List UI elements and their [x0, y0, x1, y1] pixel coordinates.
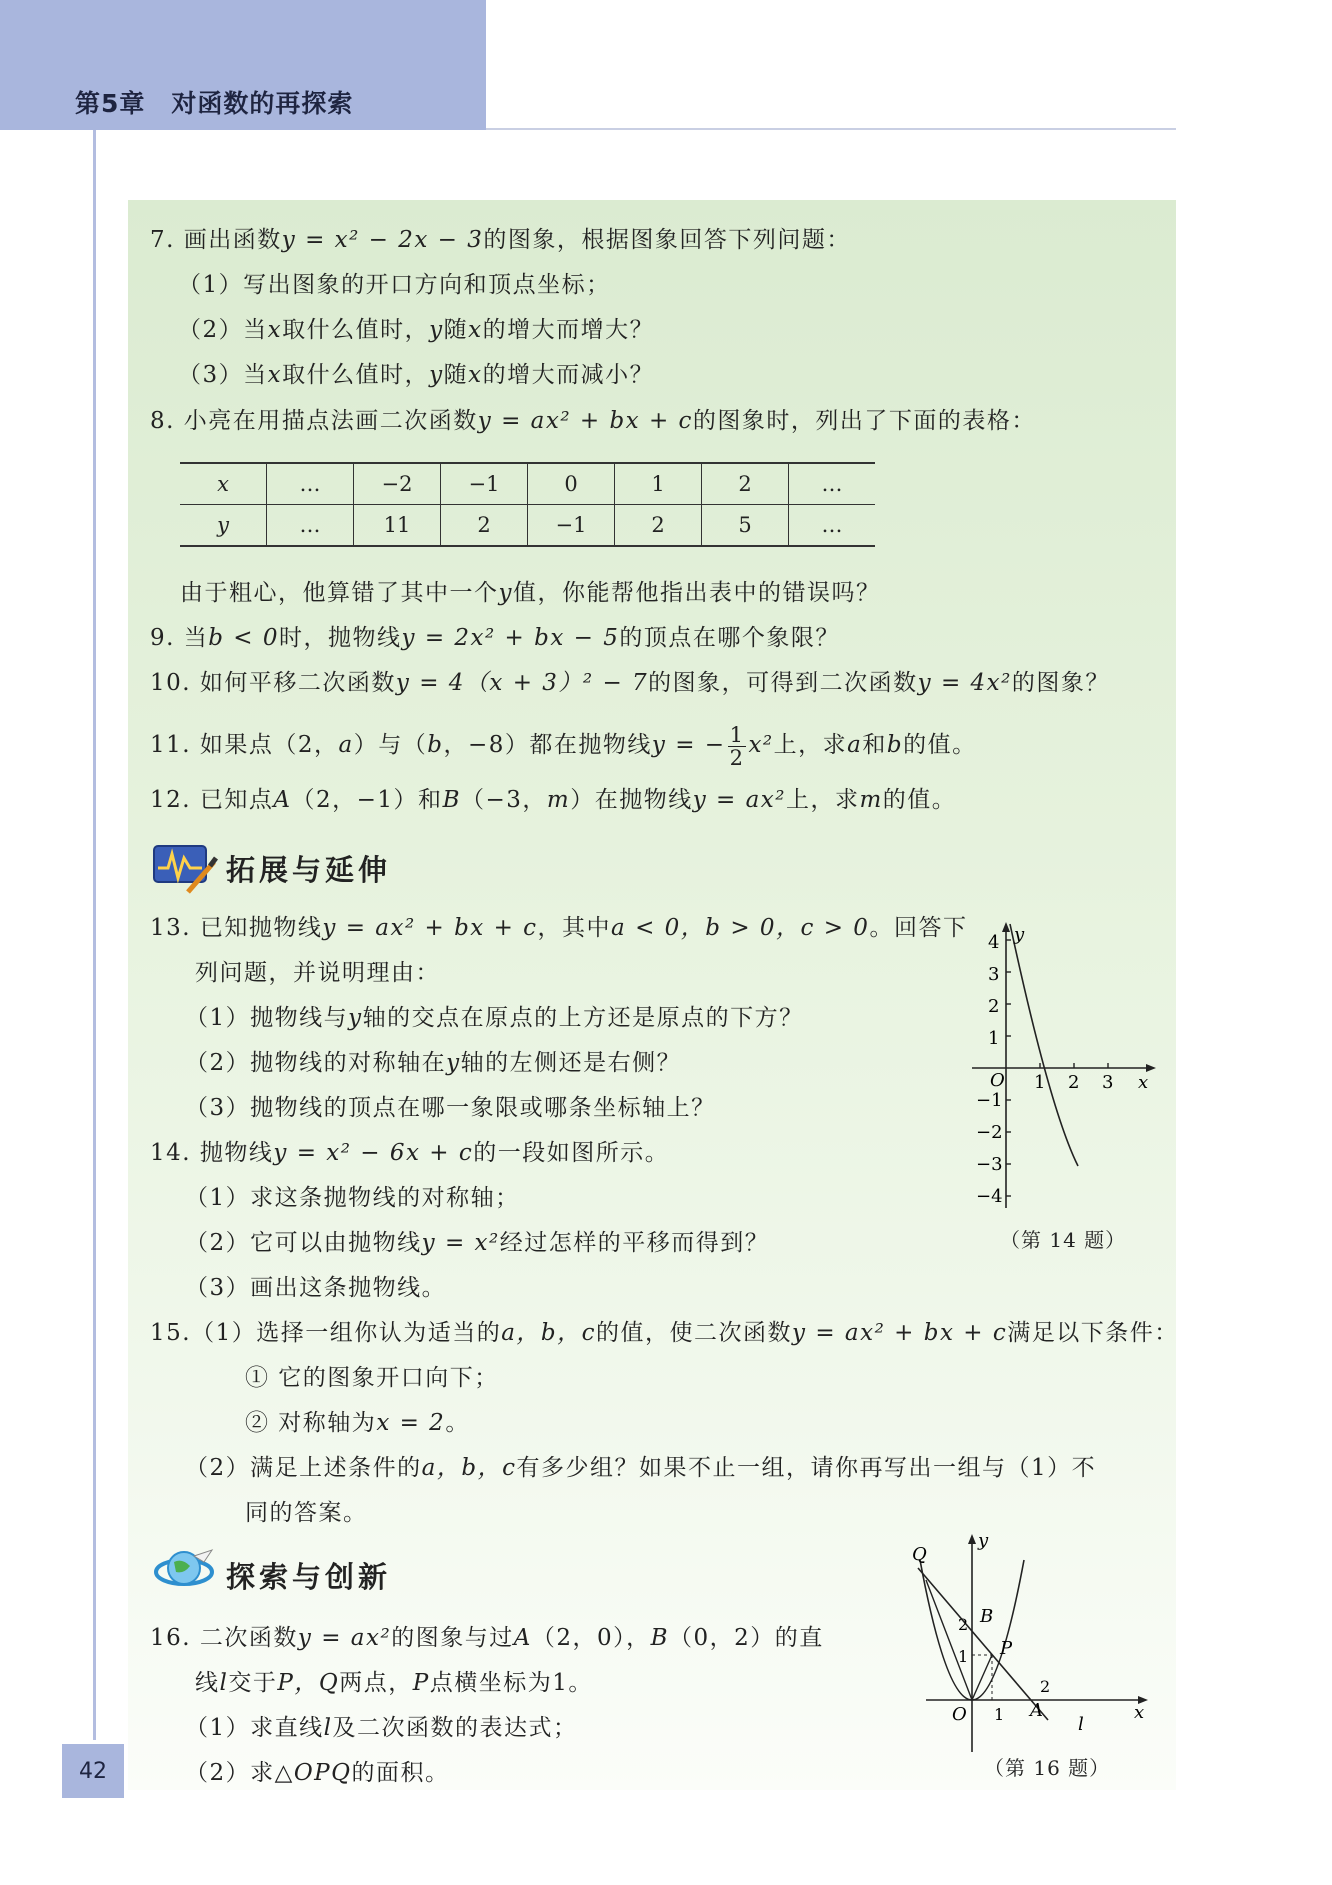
extend-section-title: 拓展与延伸 [226, 853, 392, 887]
q11-line: 11. 如果点（2，a）与（b，−8）都在抛物线y = − $\frac{1}{2}$ x²上，求a和b的值。 [150, 722, 977, 770]
q8-line: 8. 小亮在用描点法画二次函数y = ax² + bx + c的图象时，列出了下面的表格： [150, 408, 1036, 434]
table-cell: 5 [702, 505, 789, 547]
q16-line: 16. 二次函数y = ax²的图象与过A（2，0），B（0，2）的直 [150, 1625, 824, 1651]
tick-label: 3 [1102, 1072, 1114, 1093]
q13-part3: （3）抛物线的顶点在哪一象限或哪条坐标轴上？ [185, 1095, 716, 1121]
table-cell: 2 [615, 505, 702, 547]
q15-line: 15.（1）选择一组你认为适当的a，b，c的值，使二次函数y = ax² + bx + c满足以下条件： [150, 1320, 1179, 1346]
point-P-label: P [1000, 1638, 1013, 1659]
tick-label: 2 [1068, 1072, 1080, 1093]
q13-part1: （1）抛物线与y轴的交点在原点的上方还是原点的下方？ [185, 1005, 804, 1031]
tick-label: 2 [988, 996, 1000, 1017]
q7-line: 7. 画出函数y = x² − 2x − 3的图象，根据图象回答下列问题： [150, 227, 851, 253]
table-cell: −1 [528, 505, 615, 547]
q15-condition1: ① 它的图象开口向下； [245, 1365, 499, 1391]
table-row-y [180, 505, 875, 547]
q12-line: 12. 已知点A（2，−1）和B（−3，m）在抛物线y = ax²上，求m的值。 [150, 787, 957, 813]
figure-16 [910, 1530, 1160, 1760]
table-cell: 0 [528, 463, 615, 505]
q8-followup: 由于粗心，他算错了其中一个y值，你能帮他指出表中的错误吗？ [180, 580, 881, 606]
q15-part2: （2）满足上述条件的a，b，c有多少组？如果不止一组，请你再写出一组与（1）不 [185, 1455, 1097, 1481]
origin-label: O [990, 1070, 1005, 1091]
q15-condition2: ② 对称轴为x = 2。 [245, 1410, 470, 1436]
point-B-label: B [980, 1606, 994, 1627]
q7-part3: （3）当x取什么值时，y随x的增大而减小？ [178, 362, 655, 388]
q8-table [180, 462, 875, 547]
extend-section-icon [150, 838, 220, 896]
tick-label: 2 [958, 1615, 969, 1634]
line-l-label: l [1078, 1714, 1084, 1735]
q9-line: 9. 当b < 0时，抛物线y = 2x² + bx − 5的顶点在哪个象限？ [150, 625, 840, 651]
q16-line2: 线l交于P，Q两点，P点横坐标为1。 [195, 1670, 593, 1696]
table-cell: −1 [441, 463, 528, 505]
tick-label: −1 [976, 1090, 1003, 1111]
header-rule [486, 128, 1176, 130]
margin-line [93, 130, 96, 1740]
tick-label: 1 [988, 1028, 1000, 1049]
tick-label: 4 [988, 932, 1000, 953]
page-number: 42 [62, 1744, 124, 1798]
table-cell: x [180, 463, 267, 505]
q10-line: 10. 如何平移二次函数y = 4（x + 3）² − 7的图象，可得到二次函数y = 4x²的图象？ [150, 670, 1110, 696]
tick-label: −4 [976, 1186, 1003, 1207]
figure-16-caption: （第 16 题） [984, 1756, 1111, 1780]
figure-14 [960, 920, 1160, 1220]
q13-line: 13. 已知抛物线y = ax² + bx + c，其中a < 0，b > 0，c > 0。回答下 [150, 915, 968, 941]
tick-label: 2 [1040, 1677, 1051, 1696]
table-cell: −2 [354, 463, 441, 505]
q14-part2: （2）它可以由抛物线y = x²经过怎样的平移而得到？ [185, 1230, 770, 1256]
y-axis-label: y [978, 1530, 989, 1551]
q13-part2: （2）抛物线的对称轴在y轴的左侧还是右侧？ [185, 1050, 682, 1076]
x-axis-label: x [1134, 1702, 1145, 1723]
fraction-one-half: $\frac{1}{2}$ [729, 722, 745, 770]
x-axis-label: x [1138, 1072, 1149, 1093]
q14-part3: （3）画出这条抛物线。 [185, 1275, 447, 1301]
line-l [918, 1568, 1051, 1720]
table-cell: 1 [615, 463, 702, 505]
table-row-x [180, 463, 875, 505]
q13-line2: 列问题，并说明理由： [195, 960, 440, 986]
table-cell: y [217, 513, 229, 537]
q7-part1: （1）写出图象的开口方向和顶点坐标； [178, 272, 611, 298]
chapter-title: 第5章 对函数的再探索 [75, 89, 354, 118]
q14-line: 14. 抛物线y = x² − 6x + c的一段如图所示。 [150, 1140, 670, 1166]
q15-part2-line2: 同的答案。 [245, 1500, 368, 1526]
origin-label: O [952, 1704, 967, 1725]
table-cell: … [789, 463, 876, 505]
tick-label: 1 [994, 1705, 1005, 1724]
segment-OQ [926, 1580, 972, 1700]
table-cell: 11 [354, 505, 441, 547]
tick-label: 1 [958, 1647, 969, 1666]
table-cell: … [267, 463, 354, 505]
table-cell: 2 [441, 505, 528, 547]
figure-14-caption: （第 14 题） [1000, 1228, 1127, 1252]
q14-part1: （1）求这条抛物线的对称轴； [185, 1185, 520, 1211]
table-cell: 2 [702, 463, 789, 505]
tick-label: 3 [988, 964, 1000, 985]
q16-part1: （1）求直线l及二次函数的表达式； [185, 1715, 578, 1741]
parabola-segment [1010, 924, 1078, 1166]
q16-part2: （2）求△OPQ的面积。 [185, 1760, 450, 1786]
segment-OP [972, 1655, 992, 1700]
explore-section-icon [150, 1540, 220, 1600]
explore-section-title: 探索与创新 [226, 1560, 392, 1594]
point-Q-label: Q [912, 1544, 927, 1565]
table-cell: … [789, 505, 876, 547]
tick-label: 1 [1034, 1072, 1046, 1093]
table-cell: … [267, 505, 354, 547]
y-axis-label: y [1014, 924, 1025, 945]
tick-label: −2 [976, 1122, 1003, 1143]
point-A-label: A [1030, 1700, 1043, 1721]
tick-label: −3 [976, 1154, 1003, 1175]
q7-part2: （2）当x取什么值时，y随x的增大而增大？ [178, 317, 655, 343]
